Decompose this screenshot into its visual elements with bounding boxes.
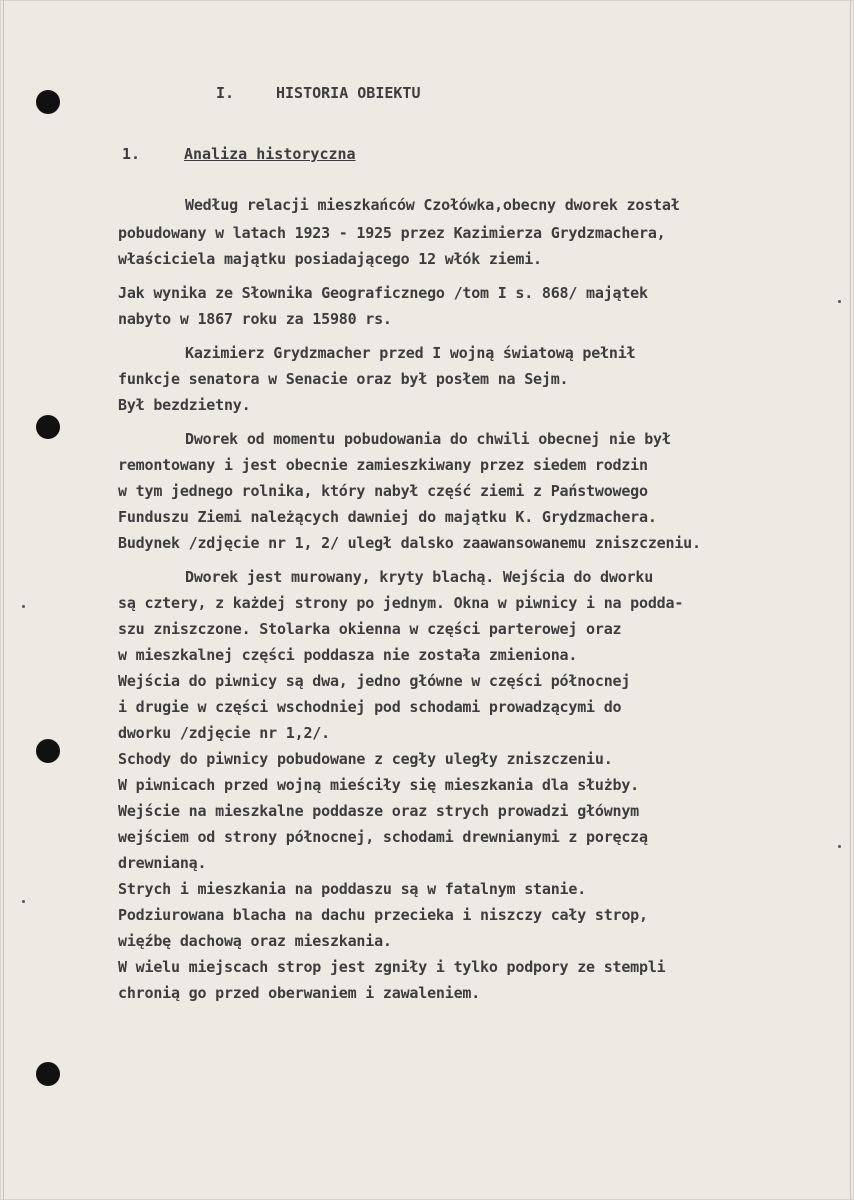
text-line: Był bezdzietny. [118, 396, 251, 414]
text-line: właściciela majątku posiadającego 12 włók ziemi. [118, 250, 542, 268]
text-line: Budynek /zdjęcie nr 1, 2/ uległ dalsko zaawansowanemu zniszczeniu. [118, 534, 701, 552]
text-line: chronią go przed oberwaniem i zawaleniem. [118, 984, 481, 1002]
paper-speck [22, 900, 25, 903]
text-line: Kazimierz Grydzmacher przed I wojną światową pełnił [185, 344, 636, 362]
text-line: Dworek od momentu pobudowania do chwili obecnej nie był [185, 430, 671, 448]
paper-speck [838, 300, 841, 303]
page-edge-right [850, 0, 851, 1200]
text-line: szu zniszczone. Stolarka okienna w części parterowej oraz [118, 620, 622, 638]
paper-speck [838, 845, 841, 848]
paper-speck [22, 605, 25, 608]
text-line: pobudowany w latach 1923 - 1925 przez Kazimierza Grydzmachera, [118, 224, 666, 242]
section-title: HISTORIA OBIEKTU [276, 84, 421, 102]
binder-hole-3 [36, 739, 60, 763]
binder-hole-1 [36, 90, 60, 114]
text-line: Strych i mieszkania na poddaszu są w fatalnym stanie. [118, 880, 587, 898]
text-line: Według relacji mieszkańców Czołówka,obecny dworek został [185, 196, 680, 214]
text-line: Dworek jest murowany, kryty blachą. Wejścia do dworku [185, 568, 654, 586]
text-line: W piwnicach przed wojną mieściły się mieszkania dla służby. [118, 776, 640, 794]
text-line: W wielu miejscach strop jest zgniły i tylko podpory ze stempli [118, 958, 666, 976]
text-line: nabyto w 1867 roku za 15980 rs. [118, 310, 392, 328]
text-line: w mieszkalnej części poddasza nie została zmieniona. [118, 646, 578, 664]
section-number: I. [216, 84, 235, 102]
text-line: Jak wynika ze Słownika Geograficznego /tom I s. 868/ majątek [118, 284, 648, 302]
text-line: Podziurowana blacha na dachu przecieka i niszczy cały strop, [118, 906, 648, 924]
text-line: Funduszu Ziemi należących dawniej do majątku K. Grydzmachera. [118, 508, 657, 526]
text-line: dworku /zdjęcie nr 1,2/. [118, 724, 330, 742]
binder-hole-4 [36, 1062, 60, 1086]
text-line: wejściem od strony północnej, schodami drewnianymi z poręczą [118, 828, 648, 846]
binder-hole-2 [36, 415, 60, 439]
subsection-heading [122, 145, 356, 163]
text-line: są cztery, z każdej strony po jednym. Okna w piwnicy i na podda- [118, 594, 684, 612]
text-line: remontowany i jest obecnie zamieszkiwany przez siedem rodzin [118, 456, 648, 474]
text-line: w tym jednego rolnika, który nabył część ziemi z Państwowego [118, 482, 648, 500]
text-line: i drugie w części wschodniej pod schodami prowadzącymi do [118, 698, 622, 716]
page-edge-left [3, 0, 4, 1200]
text-line: funkcje senatora w Senacie oraz był posłem na Sejm. [118, 370, 569, 388]
subsection-title: Analiza historyczna [184, 145, 356, 163]
section-heading [216, 84, 421, 102]
text-line: Schody do piwnicy pobudowane z cegły uległy zniszczeniu. [118, 750, 613, 768]
text-line: Wejścia do piwnicy są dwa, jedno główne w części północnej [118, 672, 631, 690]
text-line: więźbę dachową oraz mieszkania. [118, 932, 392, 950]
text-line: drewnianą. [118, 854, 207, 872]
text-line: Wejście na mieszkalne poddasze oraz strych prowadzi głównym [118, 802, 640, 820]
subsection-number: 1. [122, 145, 141, 163]
